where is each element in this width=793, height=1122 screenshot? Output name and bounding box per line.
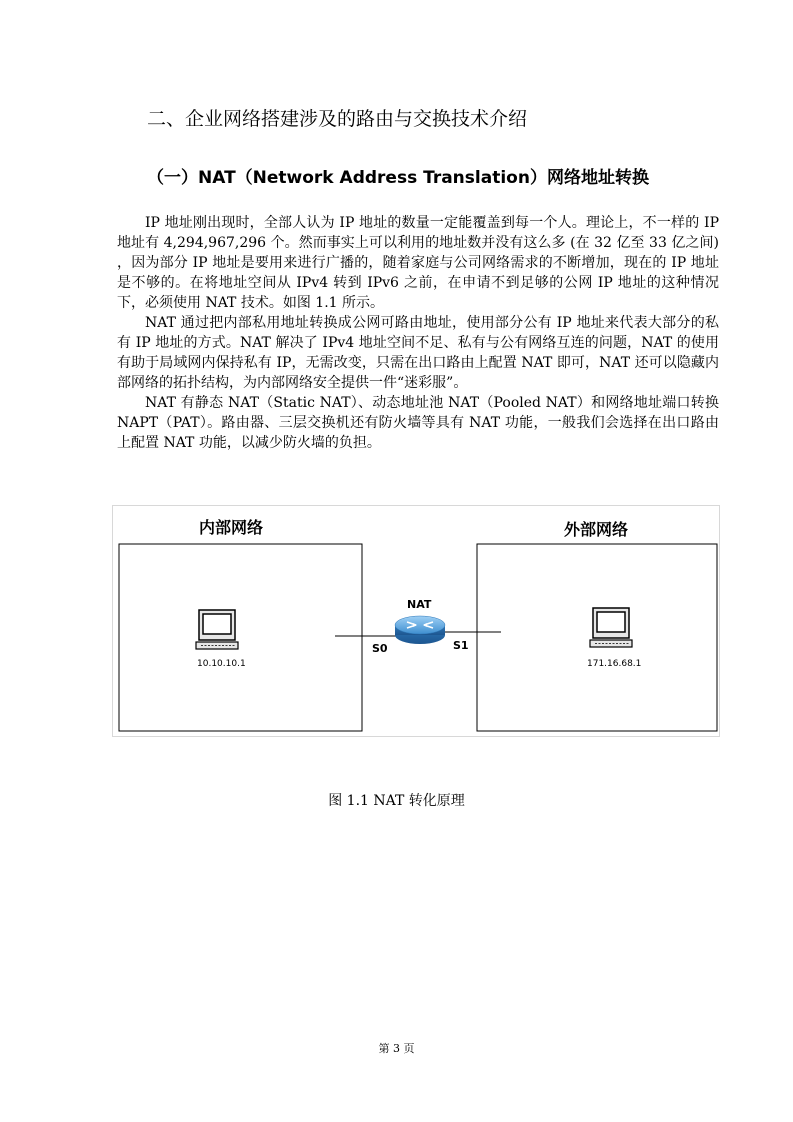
inside-network-box — [119, 544, 362, 731]
section-title: 二、企业网络搭建涉及的路由与交换技术介绍 — [147, 108, 528, 130]
nat-diagram — [112, 505, 720, 737]
paragraph-3: NAT 有静态 NAT（Static NAT）、动态地址池 NAT（Pooled NAT）和网络地址端口转换 NAPT（PAT）。路由器、三层交换机还有防火墙等具有 NAT 功能，一般我们会选择在出口路由上配置 NAT 功能，以减少防火墙的负担。 — [117, 395, 719, 451]
router-label: NAT — [407, 598, 432, 611]
page-number: 第 3 页 — [378, 1042, 415, 1055]
inside-host-ip: 10.10.10.1 — [197, 659, 246, 669]
paragraph-1: IP 地址刚出现时，全部人认为 IP 地址的数量一定能覆盖到每一个人。理论上，不一样的 IP 地址有 4,294,967,296 个。然而事实上可以利用的地址数并没有这么多 (在 32 亿至 33 亿之间) ，因为部分 IP 地址是要用来进行广播的，随着家庭与公司网络需求的不断增加，现在的 IP 地址是不够的。在将地址空间从 IPv4 转到 IPv6 之前，在申请不到足够的公网 IP 地址的这种情况下，必须使用 NAT 技术。如图 1.1 所示。 — [117, 215, 719, 311]
nat-diagram-svg — [113, 506, 719, 736]
computer-icon — [590, 608, 632, 647]
port-s1-label: S1 — [453, 639, 469, 652]
port-s0-label: S0 — [372, 642, 388, 655]
body-text — [117, 213, 719, 453]
subsection-title: （一）NAT（Network Address Translation）网络地址转换 — [147, 168, 649, 188]
outside-network-label: 外部网络 — [564, 520, 629, 539]
figure-caption: 图 1.1 NAT 转化原理 — [328, 793, 465, 809]
paragraph-2: NAT 通过把内部私用地址转换成公网可路由地址，使用部分公有 IP 地址来代表大部分的私有 IP 地址的方式。NAT 解决了 IPv4 地址空间不足、私有与公有网络互连的问题，NAT 的使用有助于局域网内保持私有 IP，无需改变，只需在出口路由上配置 NAT 即可，NAT 还可以隐藏内部网络的拓扑结构，为内部网络安全提供一件“迷彩服”。 — [117, 315, 719, 391]
computer-icon — [196, 610, 238, 649]
outside-host-ip: 171.16.68.1 — [587, 659, 642, 669]
inside-network-label: 内部网络 — [199, 518, 264, 537]
router-icon — [395, 616, 445, 644]
